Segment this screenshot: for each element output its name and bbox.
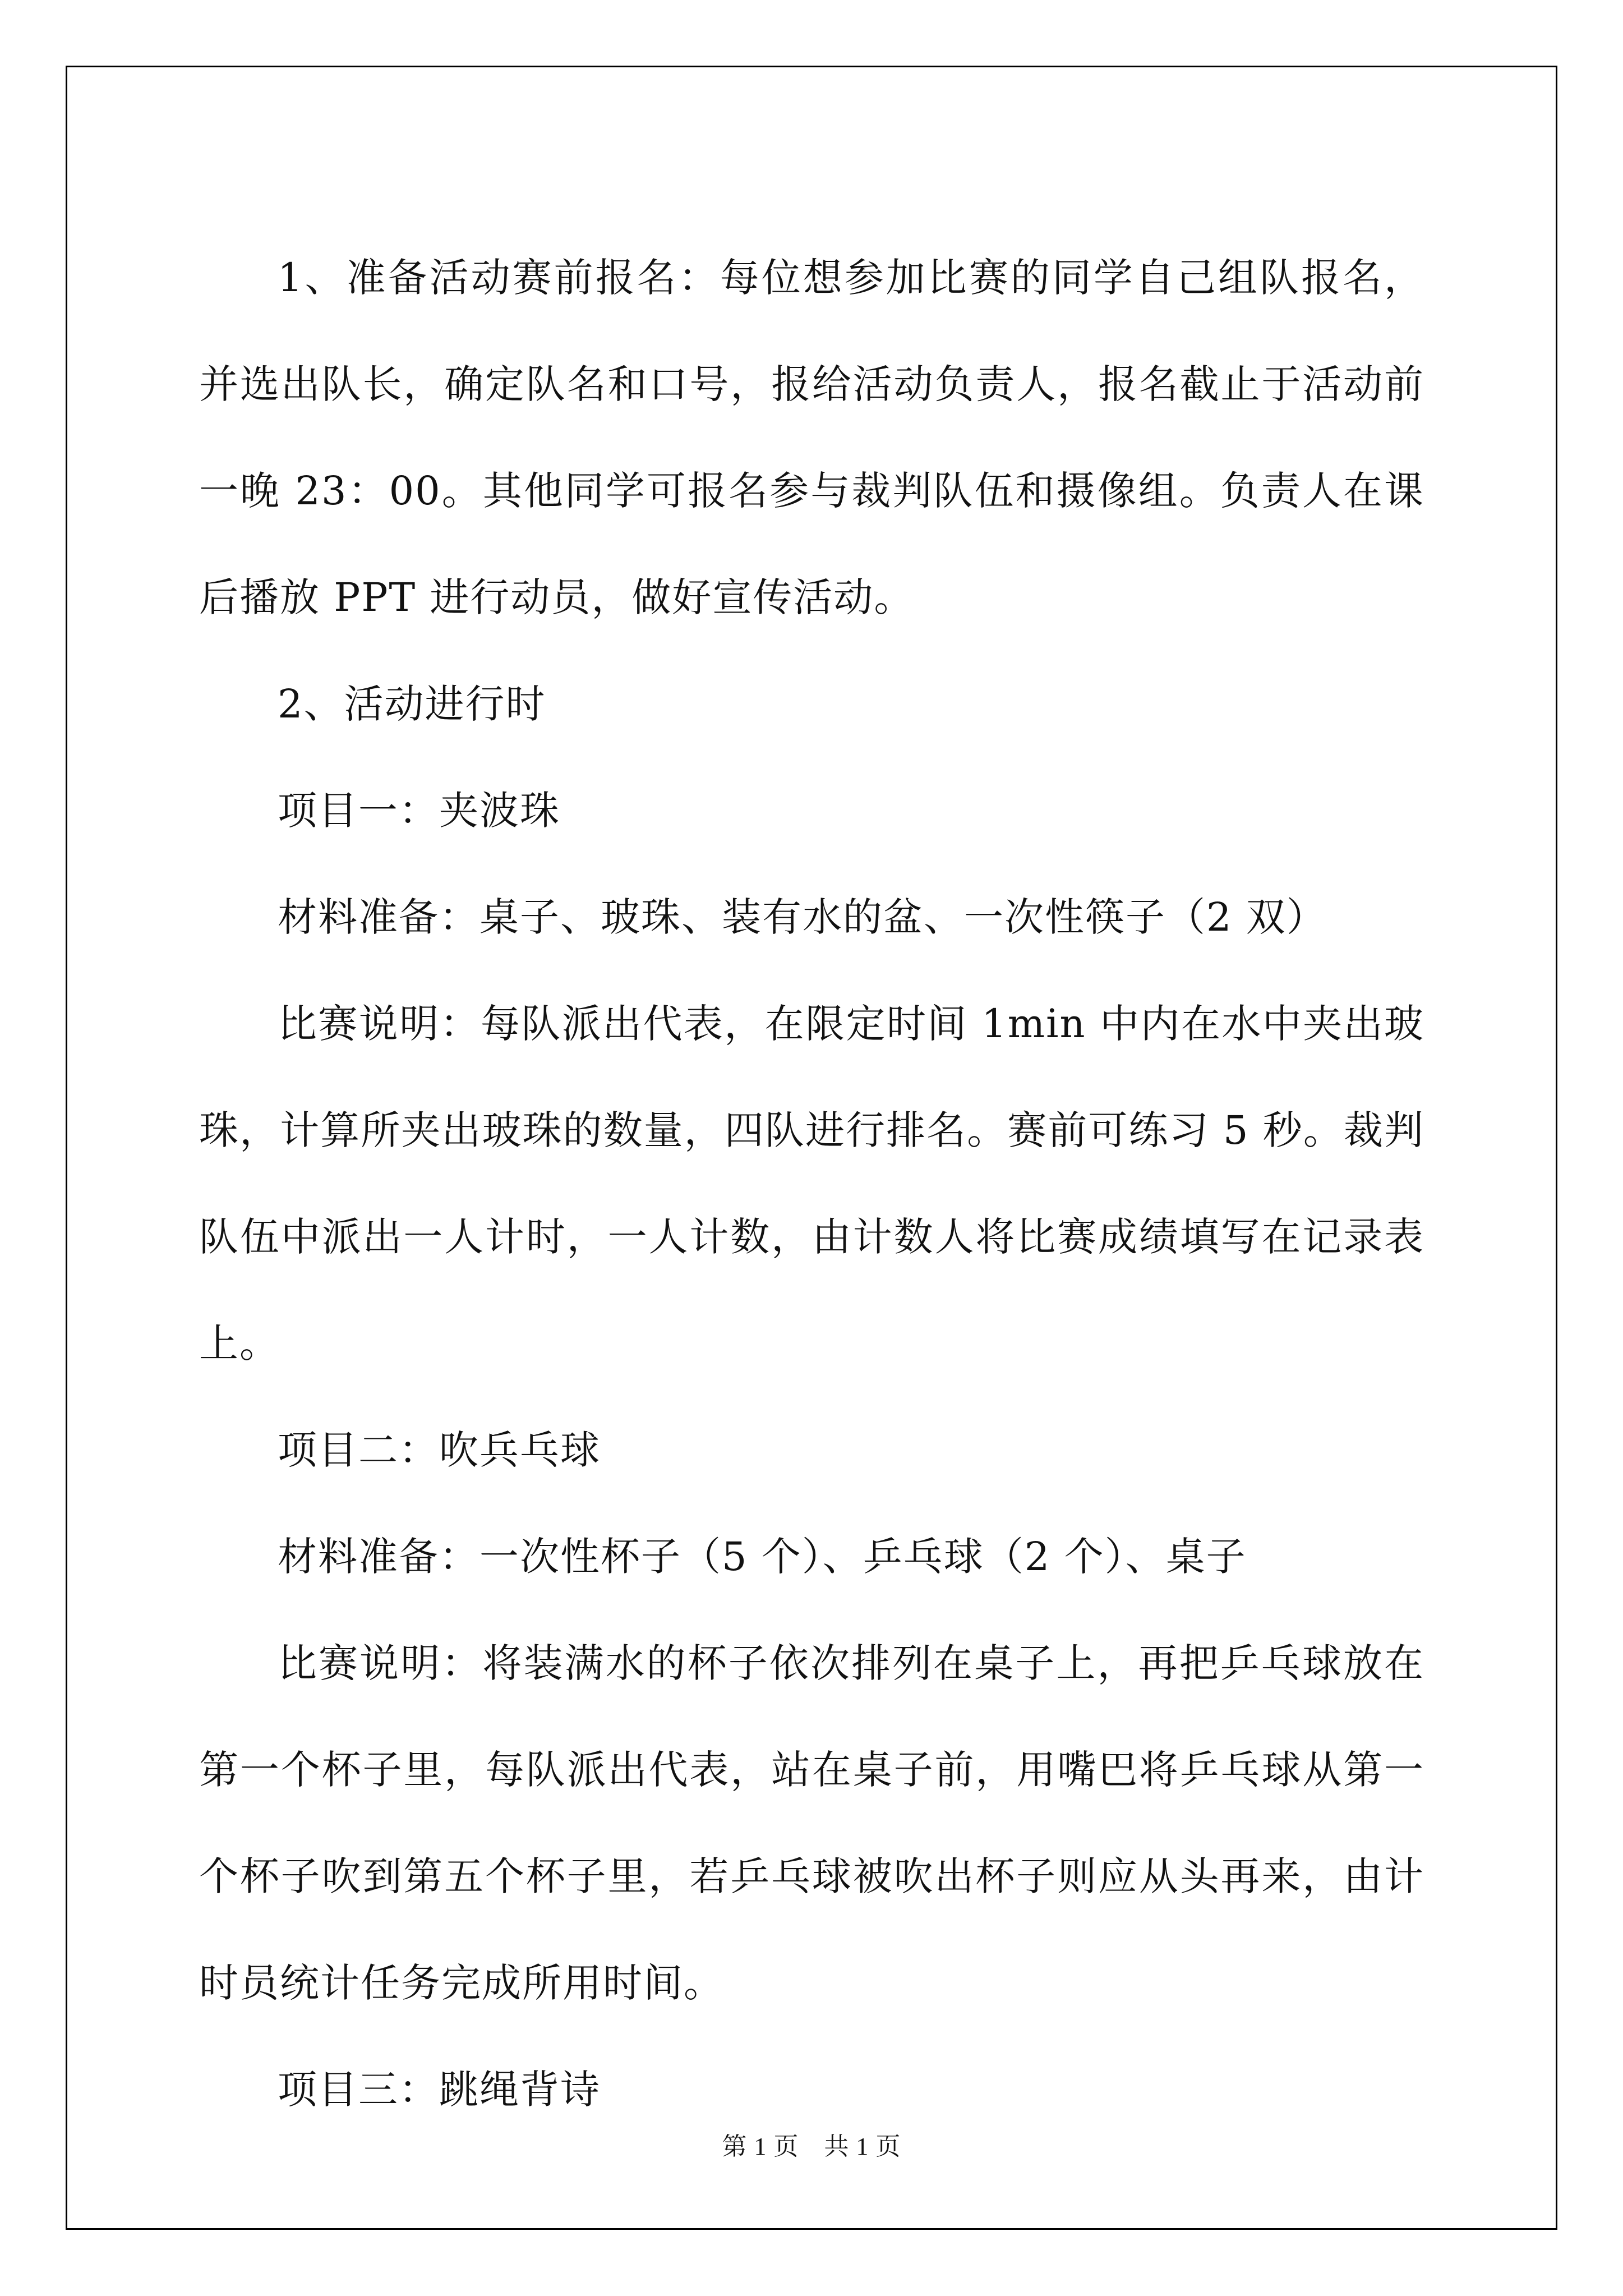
paragraph-item-two-rules: 比赛说明：将装满水的杯子依次排列在桌子上，再把乒乓球放在第一个杯子里，每队派出代表，站在桌子前，用嘴巴将乒乓球从第一个杯子吹到第五个杯子里，若乒乓球被吹出杯子则应从头再来，由计时员统计任务完成所用时间。 — [199, 1640, 1424, 2006]
paragraph-item-one-title: 项目一：夹波珠 — [278, 788, 560, 834]
page-footer: 第 1 页 共 1 页 — [722, 2133, 901, 2160]
document-body — [199, 224, 1424, 2143]
paragraph-item-one-rules: 比赛说明：每队派出代表，在限定时间 1min 中内在水中夹出玻珠，计算所夹出玻珠的数量，四队进行排名。赛前可练习 5 秒。裁判队伍中派出一人计时，一人计数，由计数人将比赛成绩填写在记录表上。 — [199, 1001, 1424, 1366]
paragraph-registration: 1、准备活动赛前报名：每位想参加比赛的同学自己组队报名，并选出队长，确定队名和口号，报给活动负责人，报名截止于活动前一晚 23：00。其他同学可报名参与裁判队伍和摄像组。负责人在课后播放 PPT 进行动员，做好宣传活动。 — [199, 255, 1424, 620]
paragraph-item-one-materials: 材料准备：桌子、玻珠、装有水的盆、一次性筷子（2 双） — [278, 894, 1327, 940]
paragraph-item-two-materials: 材料准备：一次性杯子（5 个）、乒乓球（2 个）、桌子 — [278, 1534, 1247, 1580]
paragraph-activity-heading: 2、活动进行时 — [278, 681, 546, 727]
paragraph-item-three-title: 项目三：跳绳背诗 — [278, 2067, 601, 2113]
paragraph-item-two-title: 项目二：吹兵乓球 — [278, 1427, 601, 1473]
